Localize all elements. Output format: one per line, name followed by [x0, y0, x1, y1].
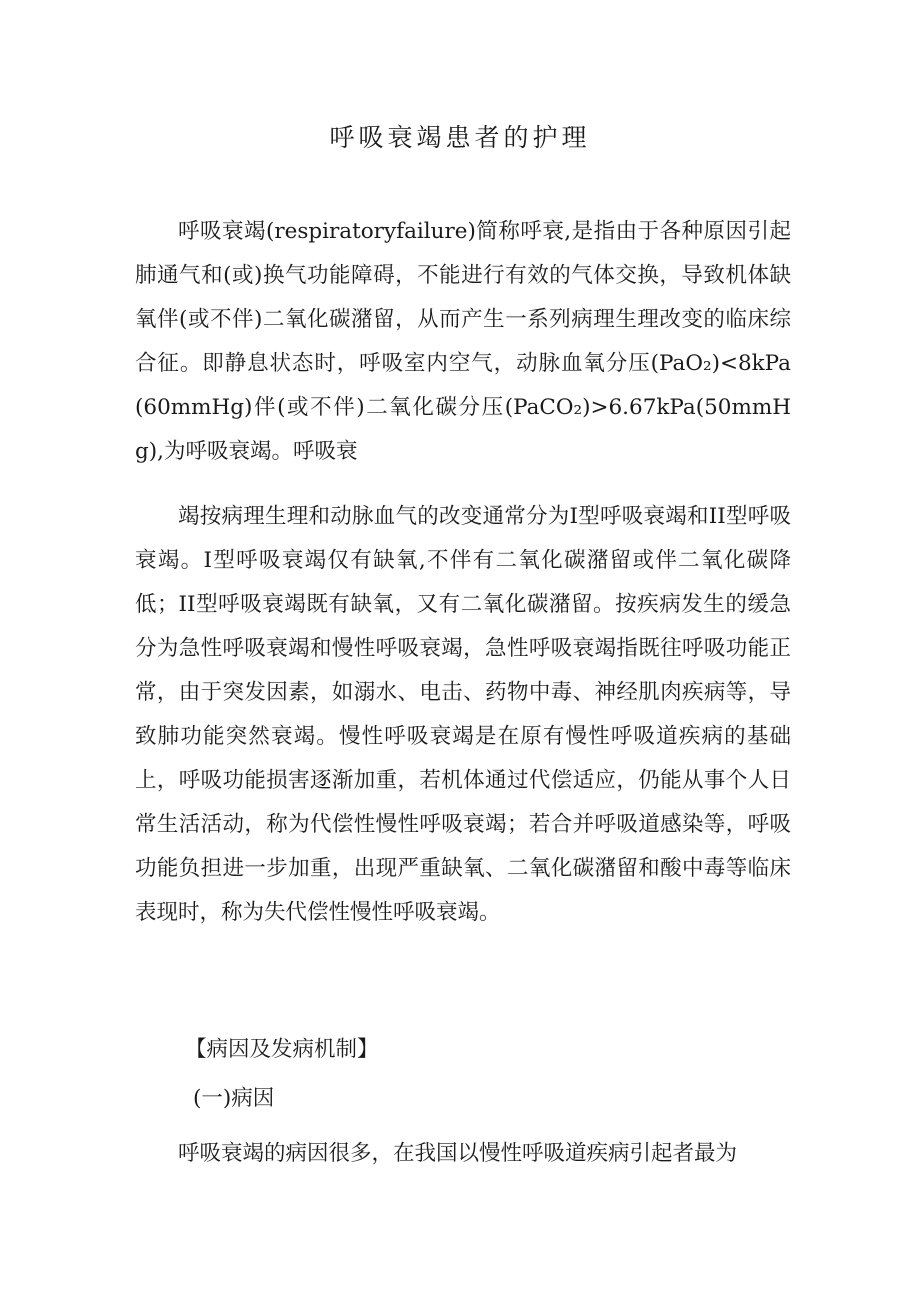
- section-heading: 【病因及发病机制】: [185, 1037, 379, 1062]
- subsection-heading: (一)病因: [193, 1086, 275, 1111]
- paragraph-classification: 竭按病理生理和动脉血气的改变通常分为Ⅰ型呼吸衰竭和II型呼吸衰竭。Ⅰ型呼吸衰竭仅有缺氧,不伴有二氧化碳潴留或伴二氧化碳降低；II型呼吸衰竭既有缺氧，又有二氧化碳潴留。按疾病发生的缓急分为急性呼吸衰竭和慢性呼吸衰竭，急性呼吸衰竭指既往呼吸功能正常，由于突发因素，如溺水、电击、药物中毒、神经肌肉疾病等，导致肺功能突然衰竭。慢性呼吸衰竭是在原有慢性呼吸道疾病的基础上，呼吸功能损害逐渐加重，若机体通过代偿适应，仍能从事个人日常生活活动，称为代偿性慢性呼吸衰竭；若合并呼吸道感染等，呼吸功能负担进一步加重，出现严重缺氧、二氧化碳潴留和酸中毒等临床表现时，称为失代偿性慢性呼吸衰竭。: [135, 504, 791, 925]
- document-title: 呼吸衰竭患者的护理: [329, 123, 591, 152]
- paragraph-definition: 呼吸衰竭(respiratoryfailure)简称呼衰,是指由于各种原因引起肺通气和(或)换气功能障碍，不能进行有效的气体交换，导致机体缺氧伴(或不伴)二氧化碳潴留，从而产生一系列病理生理改变的临床综合征。即静息状态时，呼吸室内空气，动脉血氧分压(PaO₂)<8kPa(60mmHg)伴(或不伴)二氧化碳分压(PaCO₂)>6.67kPa(50mmHg),为呼吸衰竭。呼吸衰: [135, 219, 791, 464]
- paragraph-etiology: 呼吸衰竭的病因很多，在我国以慢性呼吸道疾病引起者最为: [178, 1141, 738, 1166]
